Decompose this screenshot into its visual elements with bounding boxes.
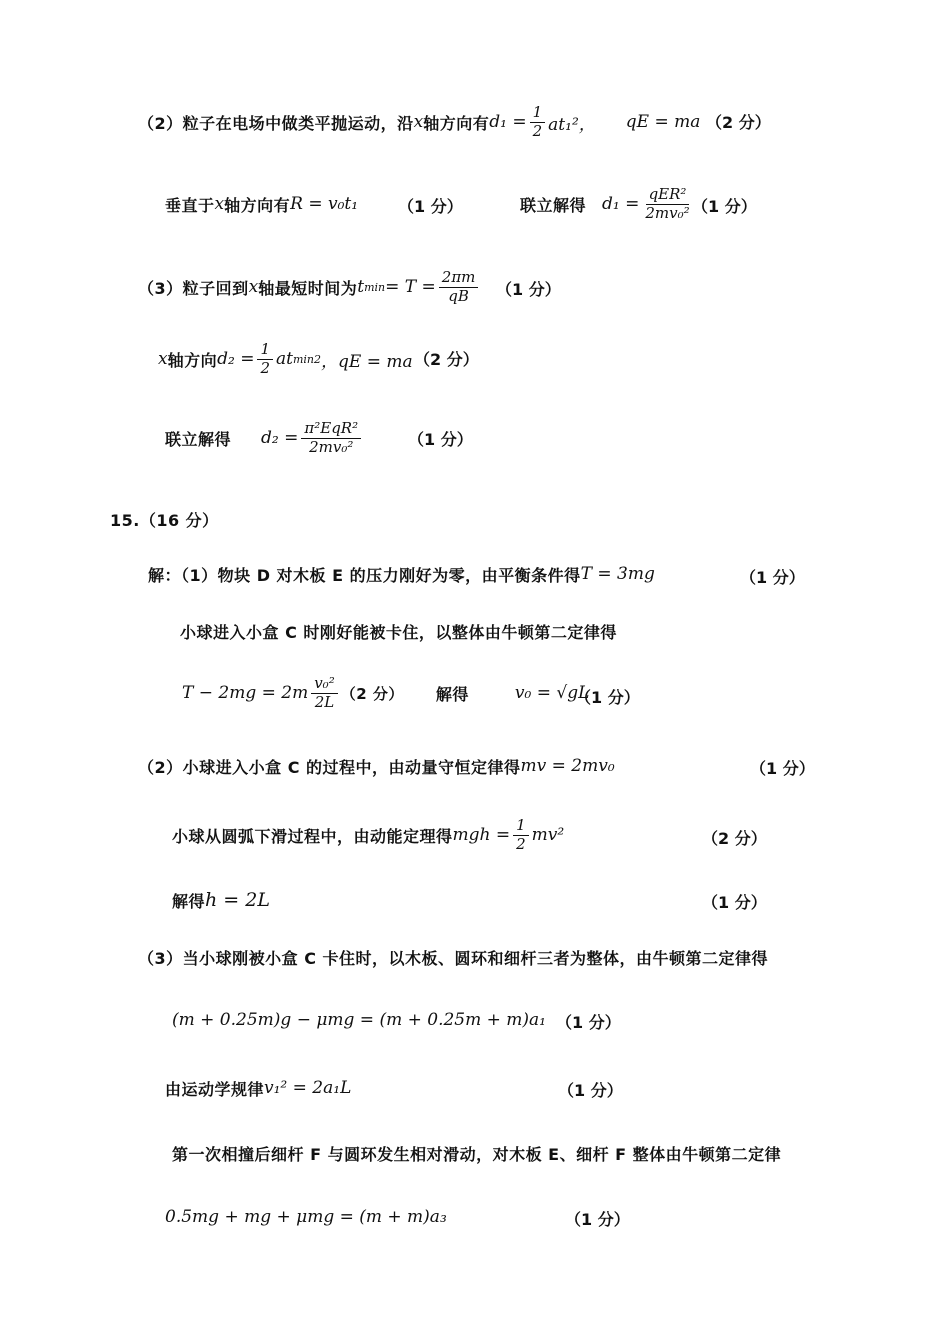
q15-step4: （2）小球进入小盒 C 的过程中，由动量守恒定律得 mv = 2mv₀: [138, 756, 615, 777]
points-label: （2 分）: [414, 350, 479, 369]
points-label: （1 分）: [750, 759, 815, 778]
q15-step7: （3）当小球刚被小盒 C 卡住时，以木板、圆环和细杆三者为整体，由牛顿第二定律得: [138, 948, 769, 968]
points-label: （1 分）: [398, 197, 463, 216]
q15-step8: (m + 0.25m)g − μmg = (m + 0.25m + m)a₁: [172, 1010, 546, 1030]
axis-symbol: x: [413, 112, 424, 132]
points-label: （1 分）: [702, 893, 767, 912]
direction-text: 轴方向有: [423, 113, 490, 133]
fraction-v0: $\frac{\text{v₀²}}{2L}$: [311, 675, 338, 711]
question-15-header: 15.（16 分）: [110, 510, 219, 530]
part3-solve: 联立解得 d₂ = $\frac{\text{π²EqR²}}{\text{2mv₀²}}$: [165, 412, 364, 464]
part2-solve: 联立解得 d₁ = $\frac{\text{qER²}}{\text{2mv₀²}}$: [520, 178, 696, 230]
fraction-period: $\frac{2\pi m}{qB}$: [439, 269, 479, 305]
q15-step1: 解：（1）物块 D 对木板 E 的压力刚好为零，由平衡条件得 T = 3mg: [148, 564, 655, 585]
fraction-half: $\frac{1}{2}$: [530, 104, 546, 140]
fraction-d1: $\frac{\text{qER²}}{\text{2mv₀²}}$: [645, 185, 690, 222]
points-label: （1 分）: [740, 568, 805, 587]
part3-line2: x 轴方向 d₂ = $\frac{1}{2}$ at min 2 ，qE = ma: [158, 340, 413, 377]
equation-rhs: at₁²，: [548, 114, 596, 135]
part3-line1: （3）粒子回到 x 轴最短时间为 t min = T = $\frac{2\pi m}{qB}$: [138, 262, 481, 312]
part2-line1: [138, 100, 700, 144]
q15-step6: 解得 h = 2L: [172, 889, 270, 911]
q15-step10: 第一次相撞后细杆 F 与圆环发生相对滑动，对木板 E、细杆 F 整体由牛顿第二定律: [172, 1144, 782, 1164]
points-label: （2 分）: [702, 829, 767, 848]
points-label: （1 分）: [408, 430, 473, 449]
q15-step5: 小球从圆弧下滑过程中，由动能定理得 mgh = $\frac{1}{2}$ mv²: [172, 816, 565, 853]
part2-intro: （2）粒子在电场中做类平抛运动，沿: [138, 113, 414, 133]
points-label: （2 分）: [706, 113, 771, 132]
points-label: （1 分）: [558, 1081, 623, 1100]
part2-line2: 垂直于 x 轴方向有 R = v₀t₁: [165, 194, 359, 215]
q15-step9: 由运动学规律 v₁² = 2a₁L: [165, 1078, 352, 1099]
points-label: （1 分）: [565, 1210, 630, 1229]
points-label: （1 分）: [496, 280, 561, 299]
q15-step2: 小球进入小盒 C 时刚好能被卡住，以整体由牛顿第二定律得: [180, 622, 617, 642]
fraction-d2: $\frac{\text{π²EqR²}}{\text{2mv₀²}}$: [301, 420, 361, 456]
q15-step11: 0.5mg + mg + μmg = (m + m)a₃: [165, 1207, 447, 1227]
points-label: （1 分）: [556, 1013, 621, 1032]
equation-radius: R = v₀t₁: [290, 194, 359, 214]
points-label: （1 分）: [692, 197, 757, 216]
equation-lhs: d₁ =: [489, 112, 527, 132]
equation-force: qE = ma: [625, 112, 701, 132]
q15-step3: T − 2mg = 2m $\frac{\text{v₀²}}{2L}$ （2 分） 解得 v₀ = √gL: [182, 674, 590, 711]
points-label: （1 分）: [575, 688, 640, 707]
